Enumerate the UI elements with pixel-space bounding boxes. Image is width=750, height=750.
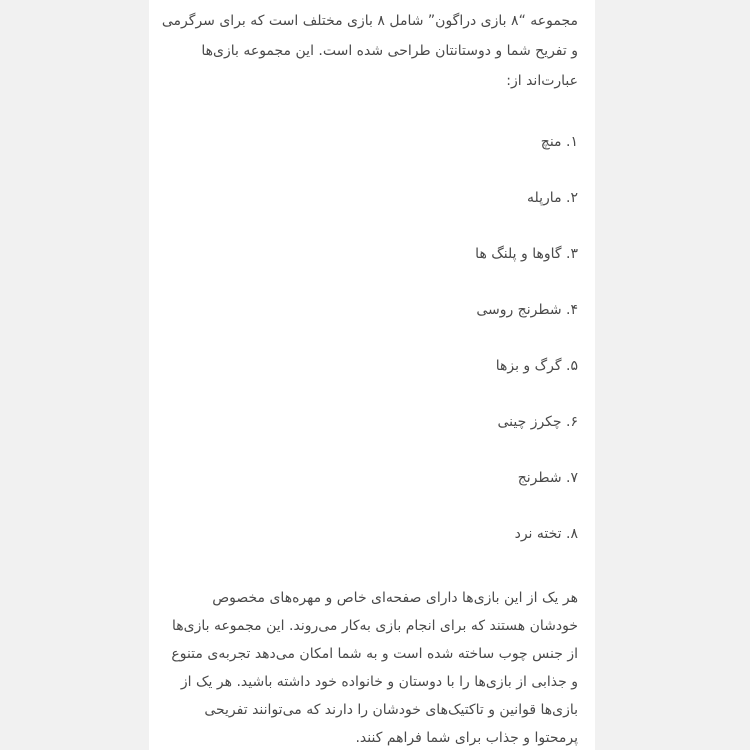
list-item: ۵. گرگ و بزها — [495, 358, 578, 374]
description-paragraph: هر یک از این بازی‌ها دارای صفحه‌ای خاص و مهره‌های مخصوص خودشان هستند که برای انجام بازی به‌کار می‌روند. این مجموعه بازی‌ها از جنس چوب ساخته شده است و به شما امکان می‌دهد تجربه‌ی متنوع و جذابی از بازی‌ها را با دوستان و خانواده خود داشته باشید. هر یک از بازی‌ها قوانین و تاکتیک‌های خودشان را دارند که می‌توانند تفریحی پرمحتوا و جذاب برای شما فراهم کنند. — [171, 590, 578, 746]
list-item: ۷. شطرنج — [517, 470, 578, 486]
list-item: ۲. مارپله — [527, 190, 578, 206]
list-item: ۳. گاوها و پلنگ ها — [475, 246, 578, 262]
intro-paragraph: مجموعه “۸ بازی دراگون” شامل ۸ بازی مختلف است که برای سرگرمی و تفریح شما و دوستانتان طراحی شده است. این مجموعه بازی‌ها عبارت‌اند از: — [161, 13, 578, 89]
list-item: ۶. چکرز چینی — [497, 414, 578, 430]
list-item: ۸. تخته نرد — [514, 526, 578, 542]
article-page — [149, 0, 595, 750]
list-item: ۱. منچ — [540, 134, 578, 150]
games-list — [161, 114, 578, 562]
list-item: ۴. شطرنج روسی — [476, 302, 578, 318]
article-content — [161, 6, 578, 750]
